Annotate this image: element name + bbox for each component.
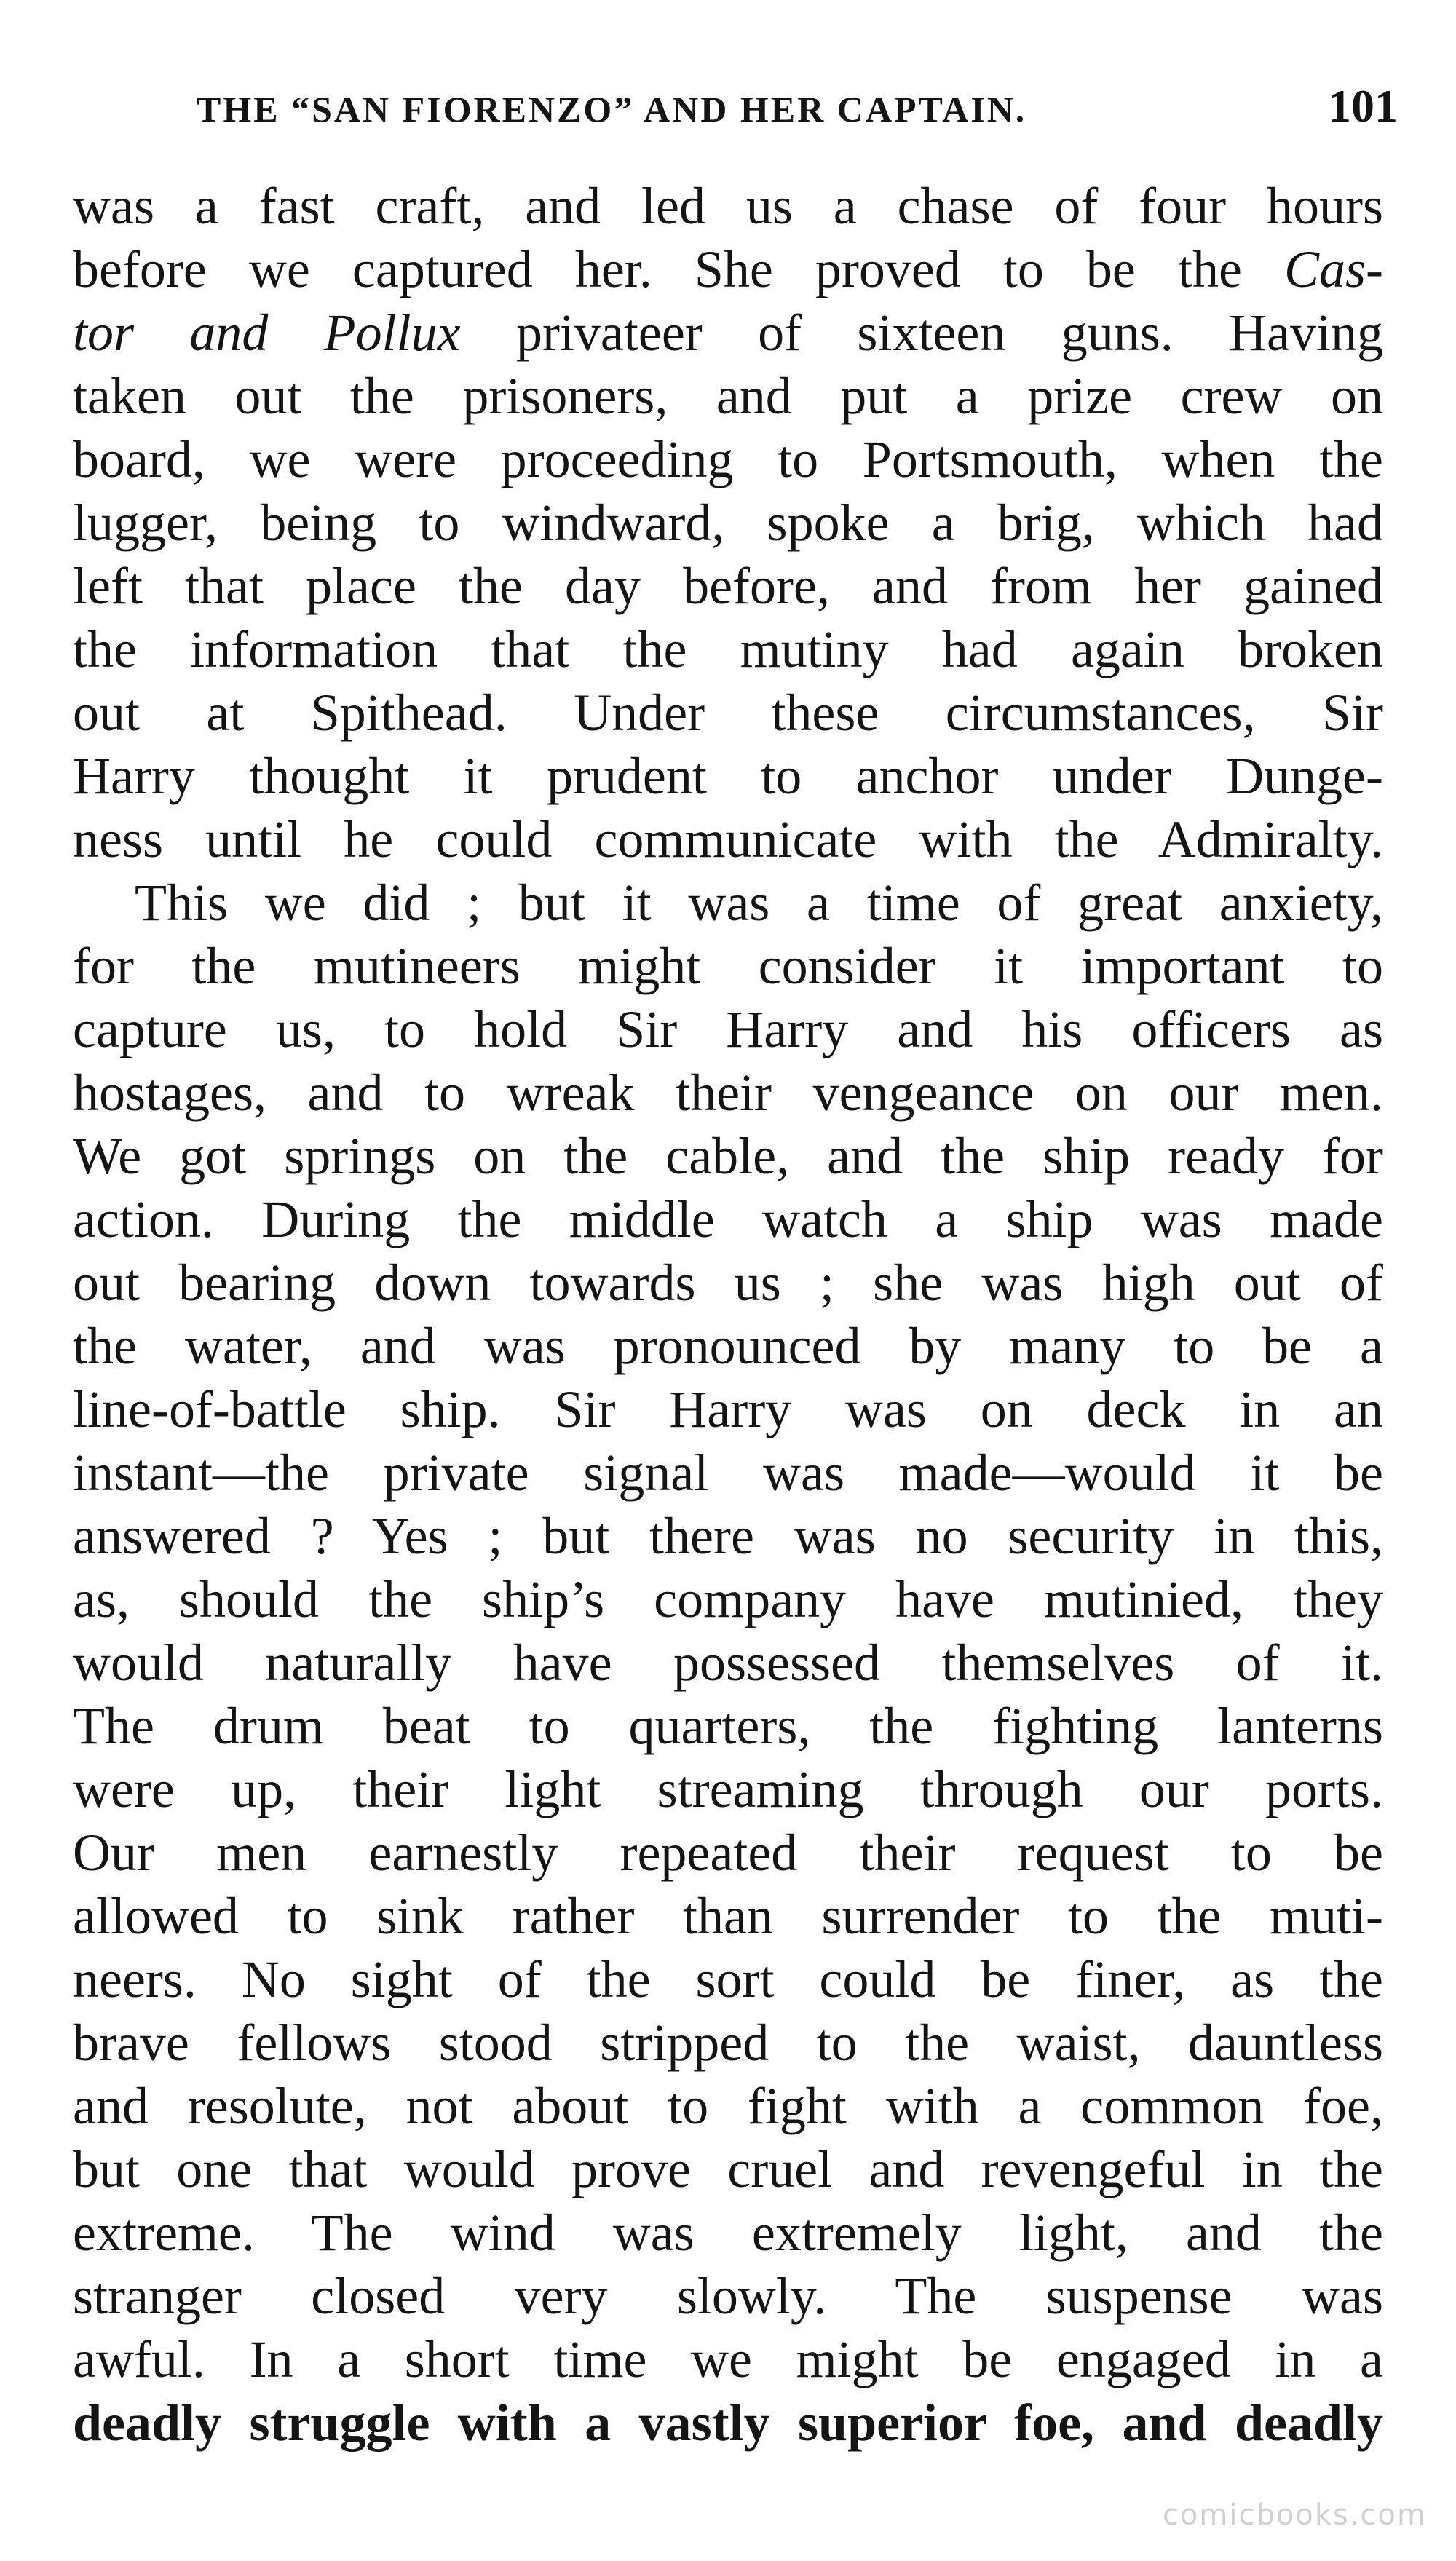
text-line: brave fellows stood stripped to the waist, dauntless [73,2014,1383,2072]
text-line: line-of-battle ship. Sir Harry was on deck in an [73,1380,1383,1438]
text-line: awful. In a short time we might be engaged in a [73,2330,1383,2388]
text-line: We got springs on the cable, and the ship ready for [73,1127,1383,1185]
text-line: capture us, to hold Sir Harry and his officers as [73,1000,1383,1058]
paragraph-start-line: This we did ; but it was a time of great anxiety, [135,874,1383,932]
text-line: Our men earnestly repeated their request to be [73,1824,1383,1882]
text-line: out bearing down towards us ; she was high out of [73,1254,1383,1312]
running-head [73,76,1398,142]
text-line: instant—the private signal was made—would it be [73,1444,1383,1502]
text-line: ness until he could communicate with the Admiralty. [73,810,1383,868]
text-line: the water, and was pronounced by many to be a [73,1317,1383,1375]
text-line: Harry thought it prudent to anchor under Dunge- [73,747,1383,805]
text-line: was a fast craft, and led us a chase of four hours [73,177,1383,235]
chapter-title: THE “SAN FIORENZO” AND HER CAPTAIN. [197,89,1027,130]
body-text [73,175,1383,2455]
text-line: for the mutineers might consider it important to [73,937,1383,995]
text-line: would naturally have possessed themselves of it. [73,1634,1383,1692]
text-line: board, we were proceeding to Portsmouth, when the [73,430,1383,488]
text-line: before we captured her. She proved to be the Cas- [73,240,1383,298]
text-line: tor and Pollux privateer of sixteen guns. Having [73,304,1383,362]
text-line: were up, their light streaming through our ports. [73,1760,1383,1818]
text-line: extreme. The wind was extremely light, and the [73,2204,1383,2262]
text-line: action. During the middle watch a ship was made [73,1190,1383,1248]
text-line: left that place the day before, and from her gained [73,557,1383,615]
page-number: 101 [1328,80,1398,132]
watermark: comicbooks.com [1162,2498,1427,2532]
text-line: answered ? Yes ; but there was no security in this, [73,1507,1383,1565]
text-line: out at Spithead. Under these circumstances, Sir [73,684,1383,742]
text-line: lugger, being to windward, spoke a brig, which had [73,494,1383,552]
text-line: taken out the prisoners, and put a prize crew on [73,367,1383,425]
text-line: as, should the ship’s company have mutinied, they [73,1570,1383,1628]
text-line: but one that would prove cruel and revengeful in the [73,2140,1383,2198]
text-line: The drum beat to quarters, the fighting lanterns [73,1697,1383,1755]
text-line: hostages, and to wreak their vengeance on our men. [73,1064,1383,1122]
text-line: deadly struggle with a vastly superior foe, and deadly [73,2394,1383,2452]
text-line: and resolute, not about to fight with a common foe, [73,2077,1383,2135]
text-line: the information that the mutiny had again broken [73,620,1383,678]
text-line: neers. No sight of the sort could be finer, as the [73,1950,1383,2008]
text-line: allowed to sink rather than surrender to the muti- [73,1887,1383,1945]
text-line: stranger closed very slowly. The suspense was [73,2267,1383,2325]
